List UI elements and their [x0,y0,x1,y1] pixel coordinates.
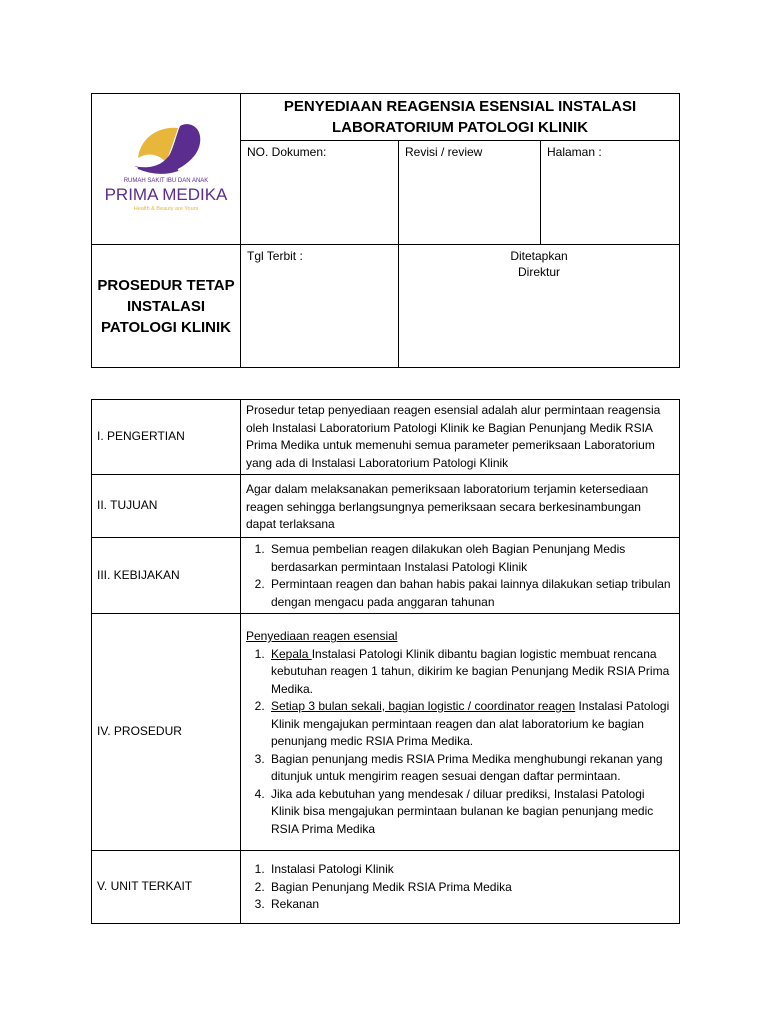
prosedur-item1-text: Instalasi Patologi Klinik dibantu bagian logistic membuat rencana kebutuhan reagen 1 tahun, dikirim ke bagian Penunjang Medik RSIA Prima Medika. [271,646,670,696]
revisi-label: Revisi / review [405,145,483,159]
no-dokumen-cell [241,141,399,245]
tgl-terbit-cell [241,245,399,368]
list-item: 3. Bagian penunjang medis RSIA Prima Medika menghubungi rekanan yang ditunjuk untuk mengirim reagen sesuai dengan daftar permintaan. [268,751,674,786]
prosedur-row [92,614,680,851]
prosedur-title-line1: PROSEDUR TETAP [97,276,235,294]
prosedur-heading: Penyediaan reagen esensial [246,629,398,643]
prima-medika-logo [96,112,236,222]
kebijakan-label: III. KEBIJAKAN [92,538,241,614]
prosedur-item1-underlined: Kepala [271,646,312,661]
revisi-cell [399,141,541,245]
tgl-terbit-label: Tgl Terbit : [247,249,303,263]
logo-cell [92,94,241,245]
tujuan-label: II. TUJUAN [92,475,241,538]
logo-tagline-top: RUMAH SAKIT IBU DAN ANAK [123,177,209,184]
halaman-label: Halaman : [547,145,602,159]
pengertian-label: I. PENGERTIAN [92,400,241,475]
kebijakan-content [241,538,680,614]
logo-name: PRIMA MEDIKA [104,184,228,204]
prosedur-list [246,646,674,839]
list-item [268,646,674,699]
prosedur-content [241,614,680,851]
unit-terkait-label: V. UNIT TERKAIT [92,851,241,924]
ditetapkan-label: Ditetapkan [510,249,568,263]
prosedur-title-line3: PATOLOGI KLINIK [101,318,231,336]
prosedur-item2-text: Instalasi Patologi Klinik mengajukan permintaan reagen dan alat laboratorium ke bagian penunjang medic RSIA Prima Medika. [271,699,670,748]
prosedur-label: IV. PROSEDUR [92,614,241,851]
kebijakan-list [246,541,674,611]
tujuan-text: Agar dalam melaksanakan pemeriksaan laboratorium terjamin ketersediaan reagen sehingga berlangsungnya pemeriksaan secara berkesinambungan dapat terlaksana [241,475,680,538]
list-item: 1. Semua pembelian reagen dilakukan oleh Bagian Penunjang Medis berdasarkan permintaan Instalasi Patologi Klinik [268,541,674,576]
list-item: 3. Rekanan [268,896,674,914]
list-item [268,698,674,751]
halaman-cell [541,141,680,245]
procedure-body-table [91,399,680,924]
tujuan-row [92,475,680,538]
unit-terkait-content [241,851,680,924]
kebijakan-row [92,538,680,614]
logo-tagline-bottom: Health & Beauty are Yours [133,205,199,212]
direktur-label: Direktur [518,265,561,279]
document-title [241,94,680,141]
pengertian-row [92,400,680,475]
ditetapkan-cell [399,245,680,368]
document-header-table [91,93,680,368]
list-item: 4. Jika ada kebutuhan yang mendesak / diluar prediksi, Instalasi Patologi Klinik bisa mengajukan permintaan bulanan ke bagian penunjang medic RSIA Prima Medika [268,786,674,839]
prosedur-tetap-title [92,245,241,368]
prosedur-title-line2: INSTALASI [126,297,206,315]
list-item: 2. Bagian Penunjang Medik RSIA Prima Medika [268,879,674,897]
list-item: 1. Instalasi Patologi Klinik [268,861,674,879]
document-title-line1: PENYEDIAAN REAGENSIA ESENSIAL INSTALASI [283,98,637,115]
unit-terkait-row [92,851,680,924]
prosedur-item2-underlined: Setiap 3 bulan sekali, bagian logistic / coordinator reagen [271,699,576,713]
no-dokumen-label: NO. Dokumen: [247,145,327,159]
list-item: 2. Permintaan reagen dan bahan habis pakai lainnya dilakukan setiap tribulan dengan mengacu pada anggaran tahunan [268,576,674,611]
unit-terkait-list [246,861,674,914]
pengertian-text: Prosedur tetap penyediaan reagen esensial adalah alur permintaan reagensia oleh Instalasi Laboratorium Patologi Klinik ke Bagian Penunjang Medik RSIA Prima Medika untuk memenuhi semua parameter pemeriksaan Laboratorium yang ada di Instalasi Laboratorium Patologi Klinik [241,400,680,475]
document-title-line2: LABORATORIUM PATOLOGI KLINIK [331,119,589,136]
